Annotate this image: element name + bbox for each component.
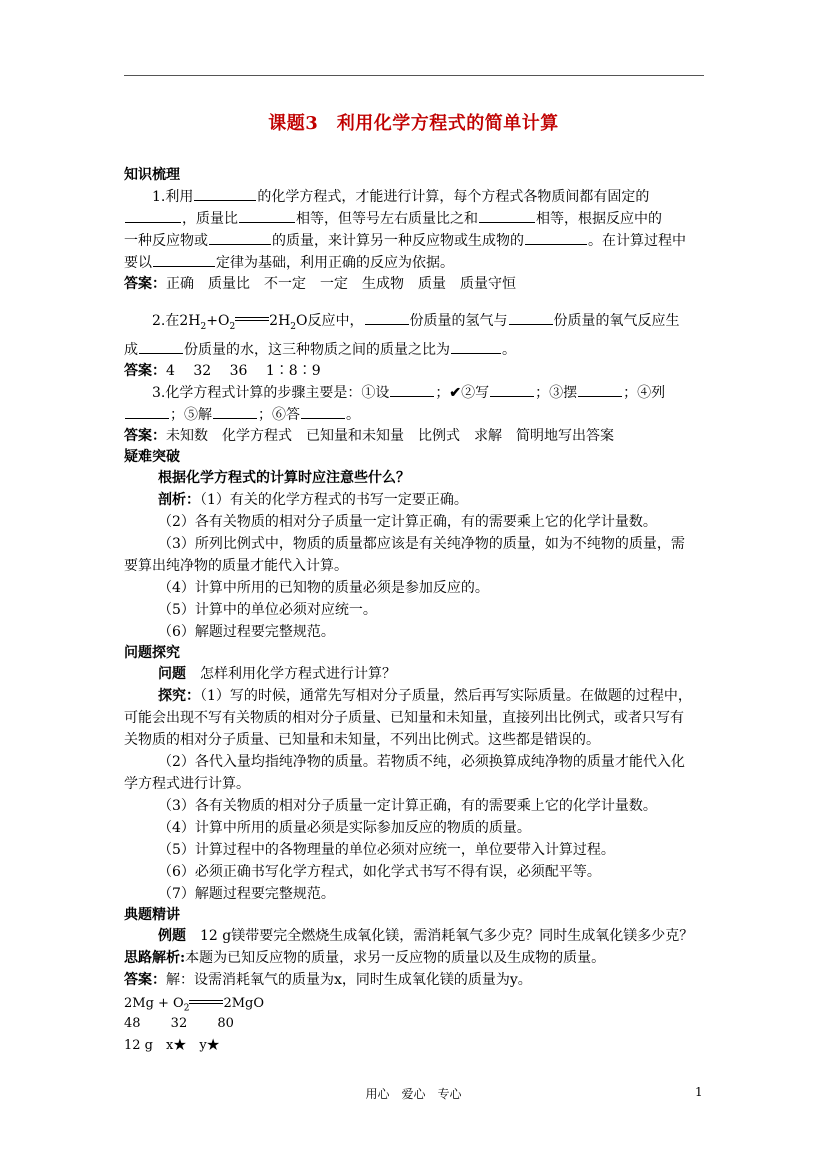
text: O反应中， [296, 313, 364, 329]
answer-text: 4 32 36 1∶8∶9 [166, 363, 321, 379]
text: ；③摆 [535, 385, 578, 401]
subscript: 2 [229, 321, 236, 332]
text: 2Mg + O [124, 996, 184, 1011]
text: （1）写的时候，通常先写相对分子质量，然后再写实际质量。在做题的过程中， [200, 688, 692, 704]
label: 问题 [158, 666, 186, 682]
text: 成 [124, 342, 138, 358]
answer-label: 答案： [124, 428, 166, 444]
section-heading: 疑难突破 [124, 449, 180, 465]
text: ②写 [461, 385, 490, 401]
paragraph-line: 关物质的相对分子质量、已知量和未知量，不列出比例式。这些都是错误的。 [124, 732, 600, 748]
text: ；④列 [623, 385, 666, 401]
text: 。在计算过程中 [588, 233, 686, 249]
paragraph-line [124, 252, 454, 274]
blank [139, 339, 183, 354]
paragraph-line [158, 685, 692, 707]
paragraph-line [158, 489, 468, 511]
page-footer: 用心 爱心 专心 [365, 1087, 462, 1101]
blank [490, 382, 534, 397]
label: 例题 [158, 928, 186, 944]
check-icon: ✔ [449, 385, 462, 401]
paragraph-line [124, 404, 360, 426]
paragraph-line: （3）各有关物质的相对分子质量一定计算正确，有的需要乘上它的化学计量数。 [158, 798, 657, 814]
paragraph-line [124, 339, 516, 361]
header-rule [124, 75, 704, 76]
blank [525, 230, 587, 245]
text: 的质量，来计算另一种反应物或生成物的 [272, 233, 524, 249]
text: 份质量的水，这三种物质之间的质量之比为 [184, 342, 450, 358]
text: 一种反应物或 [124, 233, 208, 249]
paragraph-line: （5）计算过程中的各物理量的单位必须对应统一，单位要带入计算过程。 [158, 842, 615, 858]
blank [125, 208, 181, 223]
text: 2.在2H [152, 313, 201, 329]
text: （1）有关的化学方程式的书写一定要正确。 [200, 492, 468, 508]
label: 思路解析: [124, 950, 186, 966]
text: 。 [346, 407, 360, 423]
subscript: 2 [290, 321, 297, 332]
text: ，质量比 [182, 211, 238, 227]
subscript: 2 [200, 321, 207, 332]
text: 份质量的氧气反应生 [553, 313, 680, 329]
paragraph-line [152, 310, 680, 338]
paragraph-line [152, 382, 665, 404]
paragraph-line: （7）解题过程要完整规范。 [158, 886, 335, 902]
blank [194, 186, 256, 201]
paragraph-line: 要算出纯净物的质量才能代入计算。 [124, 558, 348, 574]
paragraph-line: （6）必须正确书写化学方程式，如化学式书写不得有误，必须配平等。 [158, 864, 601, 880]
paragraph-line: （4）计算中所用的质量必须是实际参加反应的物质的质量。 [158, 820, 531, 836]
answer-label: 答案： [124, 363, 166, 379]
paragraph-line [124, 947, 605, 969]
equals-sign [189, 998, 223, 1006]
paragraph-line: （6）解题过程要完整规范。 [158, 624, 335, 640]
text: 12 g镁带要完全燃烧生成氧化镁，需消耗氧气多少克？同时生成氧化镁多少克？ [186, 928, 694, 944]
blank [390, 382, 434, 397]
paragraph-line [124, 208, 662, 230]
text: 2MgO [223, 996, 265, 1011]
equation-values: 12 g x★ y★ [124, 1038, 220, 1053]
text: 要以 [124, 255, 152, 271]
answer-text: 正确 质量比 不一定 一定 生成物 质量 质量守恒 [166, 276, 516, 292]
blank [479, 208, 535, 223]
blank [239, 208, 295, 223]
text: ；⑥答 [258, 407, 300, 423]
text: 相等，但等号左右质量比之和 [296, 211, 478, 227]
text: 怎样利用化学方程式进行计算？ [186, 666, 396, 682]
blank [365, 310, 409, 325]
section-heading: 典题精讲 [124, 907, 180, 923]
page-title: 课题3 利用化学方程式的简单计算 [268, 113, 559, 134]
text: ；⑤解 [170, 407, 212, 423]
equals-sign [235, 315, 269, 323]
text: 相等，根据反应中的 [536, 211, 662, 227]
answer-label: 答案： [124, 972, 166, 988]
question-heading: 根据化学方程式的计算时应注意些什么？ [158, 470, 410, 486]
blank [578, 382, 622, 397]
blank [509, 310, 553, 325]
text: 本题为已知反应物的质量，求另一反应物的质量以及生成物的质量。 [185, 950, 606, 966]
paragraph-line: （5）计算中的单位必须对应统一。 [158, 602, 377, 618]
blank [213, 404, 257, 419]
paragraph-line [152, 186, 649, 208]
answer-line [124, 360, 321, 382]
equation-values: 48 32 80 [124, 1016, 234, 1031]
blank [209, 230, 271, 245]
paragraph-line: （2）各代入量均指纯净物的质量。若物质不纯，必须换算成纯净物的质量才能代入化 [158, 754, 685, 770]
text: ； [435, 385, 450, 401]
label: 探究： [158, 688, 200, 704]
text: 定律为基础，利用正确的反应为依据。 [216, 255, 454, 271]
section-heading: 问题探究 [124, 645, 180, 661]
blank [451, 339, 501, 354]
answer-label: 答案： [124, 276, 166, 292]
text: 1.利用 [152, 189, 194, 205]
paragraph-line: （2）各有关物质的相对分子质量一定计算正确，有的需要乘上它的化学计量数。 [158, 514, 657, 530]
answer-text: 解：设需消耗氧气的质量为x，同时生成氧化镁的质量为y。 [166, 972, 532, 988]
label: 剖析： [158, 492, 200, 508]
blank [153, 252, 215, 267]
answer-line [124, 969, 532, 991]
text: +O [206, 313, 230, 329]
subscript: 2 [183, 1003, 190, 1014]
paragraph-line: 学方程式进行计算。 [124, 776, 250, 792]
text: 2H [269, 313, 291, 329]
paragraph-line: （3）所列比例式中，物质的质量都应该是有关纯净物的质量，如为不纯物的质量，需 [158, 536, 685, 552]
answer-line [124, 273, 516, 295]
answer-text: 未知数 化学方程式 已知量和未知量 比例式 求解 简明地写出答案 [166, 428, 614, 444]
paragraph-line [158, 663, 396, 685]
text: 。 [502, 342, 516, 358]
text: 的化学方程式，才能进行计算，每个方程式各物质间都有固定的 [257, 189, 650, 205]
blank [125, 404, 169, 419]
paragraph-line: 可能会出现不写有关物质的相对分子质量、已知量和未知量，直接列出比例式，或者只写有 [124, 710, 684, 726]
paragraph-line [158, 925, 693, 947]
text: 3.化学方程式计算的步骤主要是：①设 [152, 385, 390, 401]
text: 份质量的氢气与 [409, 313, 508, 329]
blank [301, 404, 345, 419]
paragraph-line [124, 230, 686, 252]
page-number: 1 [695, 1085, 703, 1099]
paragraph-line: （4）计算中所用的已知物的质量必须是参加反应的。 [158, 580, 489, 596]
section-heading: 知识梳理 [124, 167, 180, 183]
answer-line [124, 425, 614, 447]
